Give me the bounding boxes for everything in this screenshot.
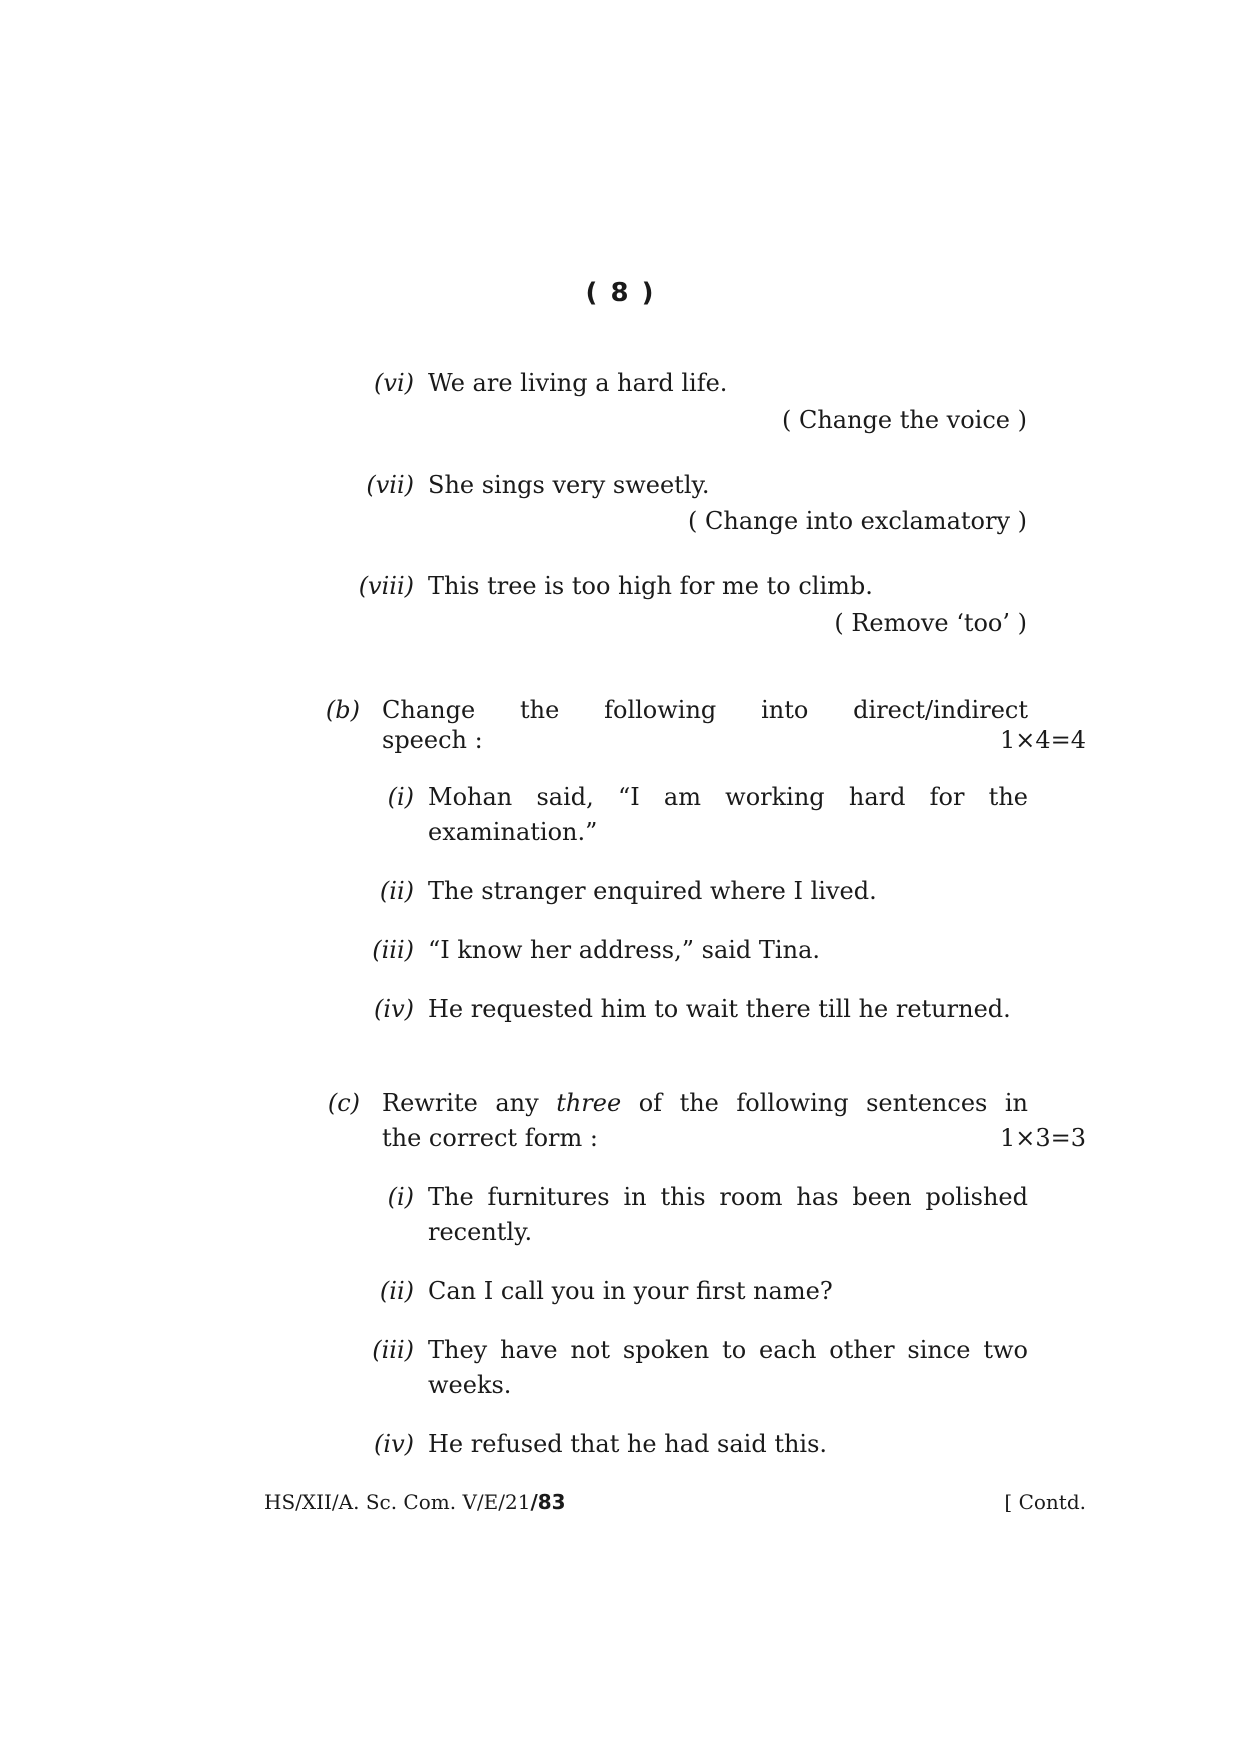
section-label: (b) [325,696,360,724]
paper-code-bold: /83 [530,1490,566,1514]
instruction-part: of the following sentences in [638,1089,1028,1117]
item-instruction: ( Remove ‘too’ ) [834,609,1027,637]
item-number: (iii) [372,1336,414,1364]
item-number: (iv) [374,1430,414,1458]
item-number: (i) [387,1183,414,1211]
item-text: We are living a hard life. [428,369,728,397]
paper-code-text: HS/XII/A. Sc. Com. V/E/21 [264,1490,531,1514]
item-text: “I know her address,” said Tina. [428,936,821,964]
item-text: Mohan said, “I am working hard for the examination.” [428,783,1028,846]
item-instruction: ( Change into exclamatory ) [688,507,1027,535]
item-number: (viii) [358,572,414,600]
item-text: She sings very sweetly. [428,471,710,499]
continued-note: [ Contd. [1004,1490,1086,1514]
item-instruction: ( Change the voice ) [781,406,1027,434]
item-number: (ii) [379,1277,414,1305]
section-marks: 1×3=3 [999,1124,1086,1152]
item-text: They have not spoken to each other since two weeks. [428,1336,1028,1399]
section-instruction-line2: speech : [382,726,483,754]
item-text: The stranger enquired where I lived. [428,877,877,905]
instruction-part: Rewrite any [382,1089,539,1117]
item-text: The furnitures in this room has been polished recently. [428,1183,1028,1246]
item-number: (vi) [374,369,414,397]
section-instruction-line1: Change the following into direct/indirect [382,696,1028,724]
item-text: Can I call you in your first name? [428,1277,833,1305]
item-number: (iii) [372,936,414,964]
section-instruction-line2: the correct form : [382,1124,598,1152]
item-number: (vii) [366,471,414,499]
instruction-emphasis: three [556,1089,622,1117]
item-text: This tree is too high for me to climb. [428,572,873,600]
page-number: ( 8 ) [585,278,656,308]
section-marks: 1×4=4 [999,726,1086,754]
item-text: He refused that he had said this. [428,1430,828,1458]
item-number: (iv) [374,995,414,1023]
section-label: (c) [327,1089,360,1117]
paper-code [264,1490,566,1514]
section-instruction-line1 [382,1088,1028,1118]
item-number: (ii) [379,877,414,905]
item-text: He requested him to wait there till he returned. [428,995,1011,1023]
item-number: (i) [387,783,414,811]
